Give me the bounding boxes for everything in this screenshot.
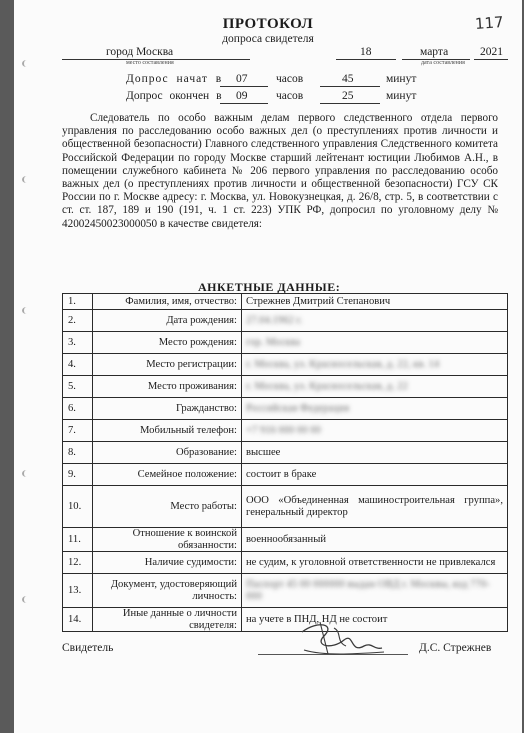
end-minutes: 25 (342, 90, 354, 102)
row-number: 7. (63, 420, 93, 442)
row-label: Место проживания: (93, 376, 242, 398)
redacted-value: Паспорт 45 00 000000 выдан ОВД г. Москвы, код 770-000 (246, 579, 490, 602)
row-value (242, 574, 508, 608)
row-label: Дата рождения: (93, 310, 242, 332)
redacted-value: +7 916 000 00 00 (246, 424, 321, 436)
end-hours-label: часов (276, 90, 304, 102)
row-number: 10. (63, 486, 93, 528)
page-number: 117 (474, 13, 505, 33)
start-hours-label: часов (276, 73, 304, 85)
row-value: на учете в ПНД, НД не состоит (242, 608, 508, 632)
row-number: 1. (63, 294, 93, 310)
table-row (63, 486, 508, 528)
table-row (63, 294, 508, 310)
row-number: 11. (63, 528, 93, 552)
end-minutes-underline (320, 103, 380, 104)
end-hours-underline (220, 103, 268, 104)
table-row (63, 420, 508, 442)
table-row (63, 376, 508, 398)
table-row (63, 354, 508, 376)
date-month: марта (420, 46, 449, 58)
table-row (63, 552, 508, 574)
row-label: Наличие судимости: (93, 552, 242, 574)
document-title: ПРОТОКОЛ (222, 16, 314, 32)
table-row (63, 528, 508, 552)
redacted-value: Российская Федерация (246, 402, 350, 414)
row-label: Отношение к воинской обязанности: (93, 528, 242, 552)
redacted-value: г. Москва, ул. Красносельская, д. 22 (246, 380, 408, 392)
row-label: Место регистрации: (93, 354, 242, 376)
row-label: Место работы: (93, 486, 242, 528)
handwritten-signature (284, 610, 394, 660)
row-number: 5. (63, 376, 93, 398)
row-label: Мобильный телефон: (93, 420, 242, 442)
row-value (242, 398, 508, 420)
start-minutes: 45 (342, 73, 354, 85)
row-value (242, 354, 508, 376)
row-label: Семейное положение: (93, 464, 242, 486)
redacted-value: гор. Москва (246, 336, 301, 348)
place-of-composition: город Москва (106, 46, 174, 58)
day-underline (336, 59, 396, 60)
row-value (242, 376, 508, 398)
start-minutes-label: минут (386, 73, 417, 85)
row-value: Стрежнев Дмитрий Степанович (242, 294, 508, 310)
row-label: Гражданство: (93, 398, 242, 420)
table-title: АНКЕТНЫЕ ДАННЫЕ: (198, 280, 341, 294)
row-value: военнообязанный (242, 528, 508, 552)
row-value: ООО «Объединенная машиностроительная группа», генеральный директор (242, 486, 508, 528)
start-minutes-underline (320, 86, 380, 87)
row-label: Место рождения: (93, 332, 242, 354)
row-label: Фамилия, имя, отчество: (93, 294, 242, 310)
date-year: 2021 (480, 46, 503, 58)
row-value (242, 332, 508, 354)
end-minutes-label: минут (386, 90, 417, 102)
intro-paragraph (62, 112, 498, 231)
place-caption: место составления (126, 60, 174, 66)
row-label: Документ, удостоверяющий личность: (93, 574, 242, 608)
date-caption: дата составления (421, 60, 465, 66)
start-hours-underline (220, 86, 268, 87)
witness-name: Д.С. Стрежнев (419, 642, 492, 654)
end-label: Допрос окончен в (126, 90, 222, 102)
row-number: 13. (63, 574, 93, 608)
table-row (63, 574, 508, 608)
row-label: Иные данные о личности свидетеля: (93, 608, 242, 632)
row-value: состоит в браке (242, 464, 508, 486)
row-number: 9. (63, 464, 93, 486)
row-value: не судим, к уголовной ответственности не привлекался (242, 552, 508, 574)
witness-label: Свидетель (62, 642, 114, 654)
year-underline (474, 59, 508, 60)
table-row (63, 310, 508, 332)
table-row (63, 398, 508, 420)
row-value (242, 310, 508, 332)
row-value (242, 420, 508, 442)
document-subtitle: допроса свидетеля (222, 33, 314, 45)
intro-text: Следователь по особо важным делам первого следственного отдела первого управления по расследованию особо важных дел (о преступлениях против личности и общественной безопасности) Главного следственного управления Следственного комитета Российской Федерации по городу Москве старший лейтенант юстиции Любимов А.Н., в помещении служебного кабинета № 206 первого управления по расследованию особо важных дел (о преступлениях против личности и общественной безопасности) ГСУ СК России по г. Москве адресу: г. Москва, ул. Новокузнецкая, д. 26/8, стр. 5, в соответствии с ст. ст. 187, 189 и 190 (191, ч. 1 ст. 223) УПК РФ, допросил по уголовному делу № 42002450023000050 в качестве свидетеля: (62, 112, 498, 230)
row-number: 12. (63, 552, 93, 574)
row-value: высшее (242, 442, 508, 464)
row-number: 6. (63, 398, 93, 420)
table-row (63, 332, 508, 354)
row-number: 14. (63, 608, 93, 632)
personal-data-table (62, 293, 508, 632)
table-row (63, 442, 508, 464)
row-label: Образование: (93, 442, 242, 464)
row-number: 8. (63, 442, 93, 464)
row-number: 4. (63, 354, 93, 376)
redacted-value: г. Москва, ул. Красносельская, д. 22, кв. 14 (246, 358, 440, 370)
redacted-value: 27.04.1962 г. (246, 314, 303, 326)
document-page (14, 0, 522, 733)
end-hours: 09 (236, 90, 248, 102)
row-number: 2. (63, 310, 93, 332)
date-day: 18 (360, 46, 372, 58)
row-number: 3. (63, 332, 93, 354)
table-row (63, 464, 508, 486)
start-label: Допрос начат в (126, 73, 223, 85)
start-hours: 07 (236, 73, 248, 85)
